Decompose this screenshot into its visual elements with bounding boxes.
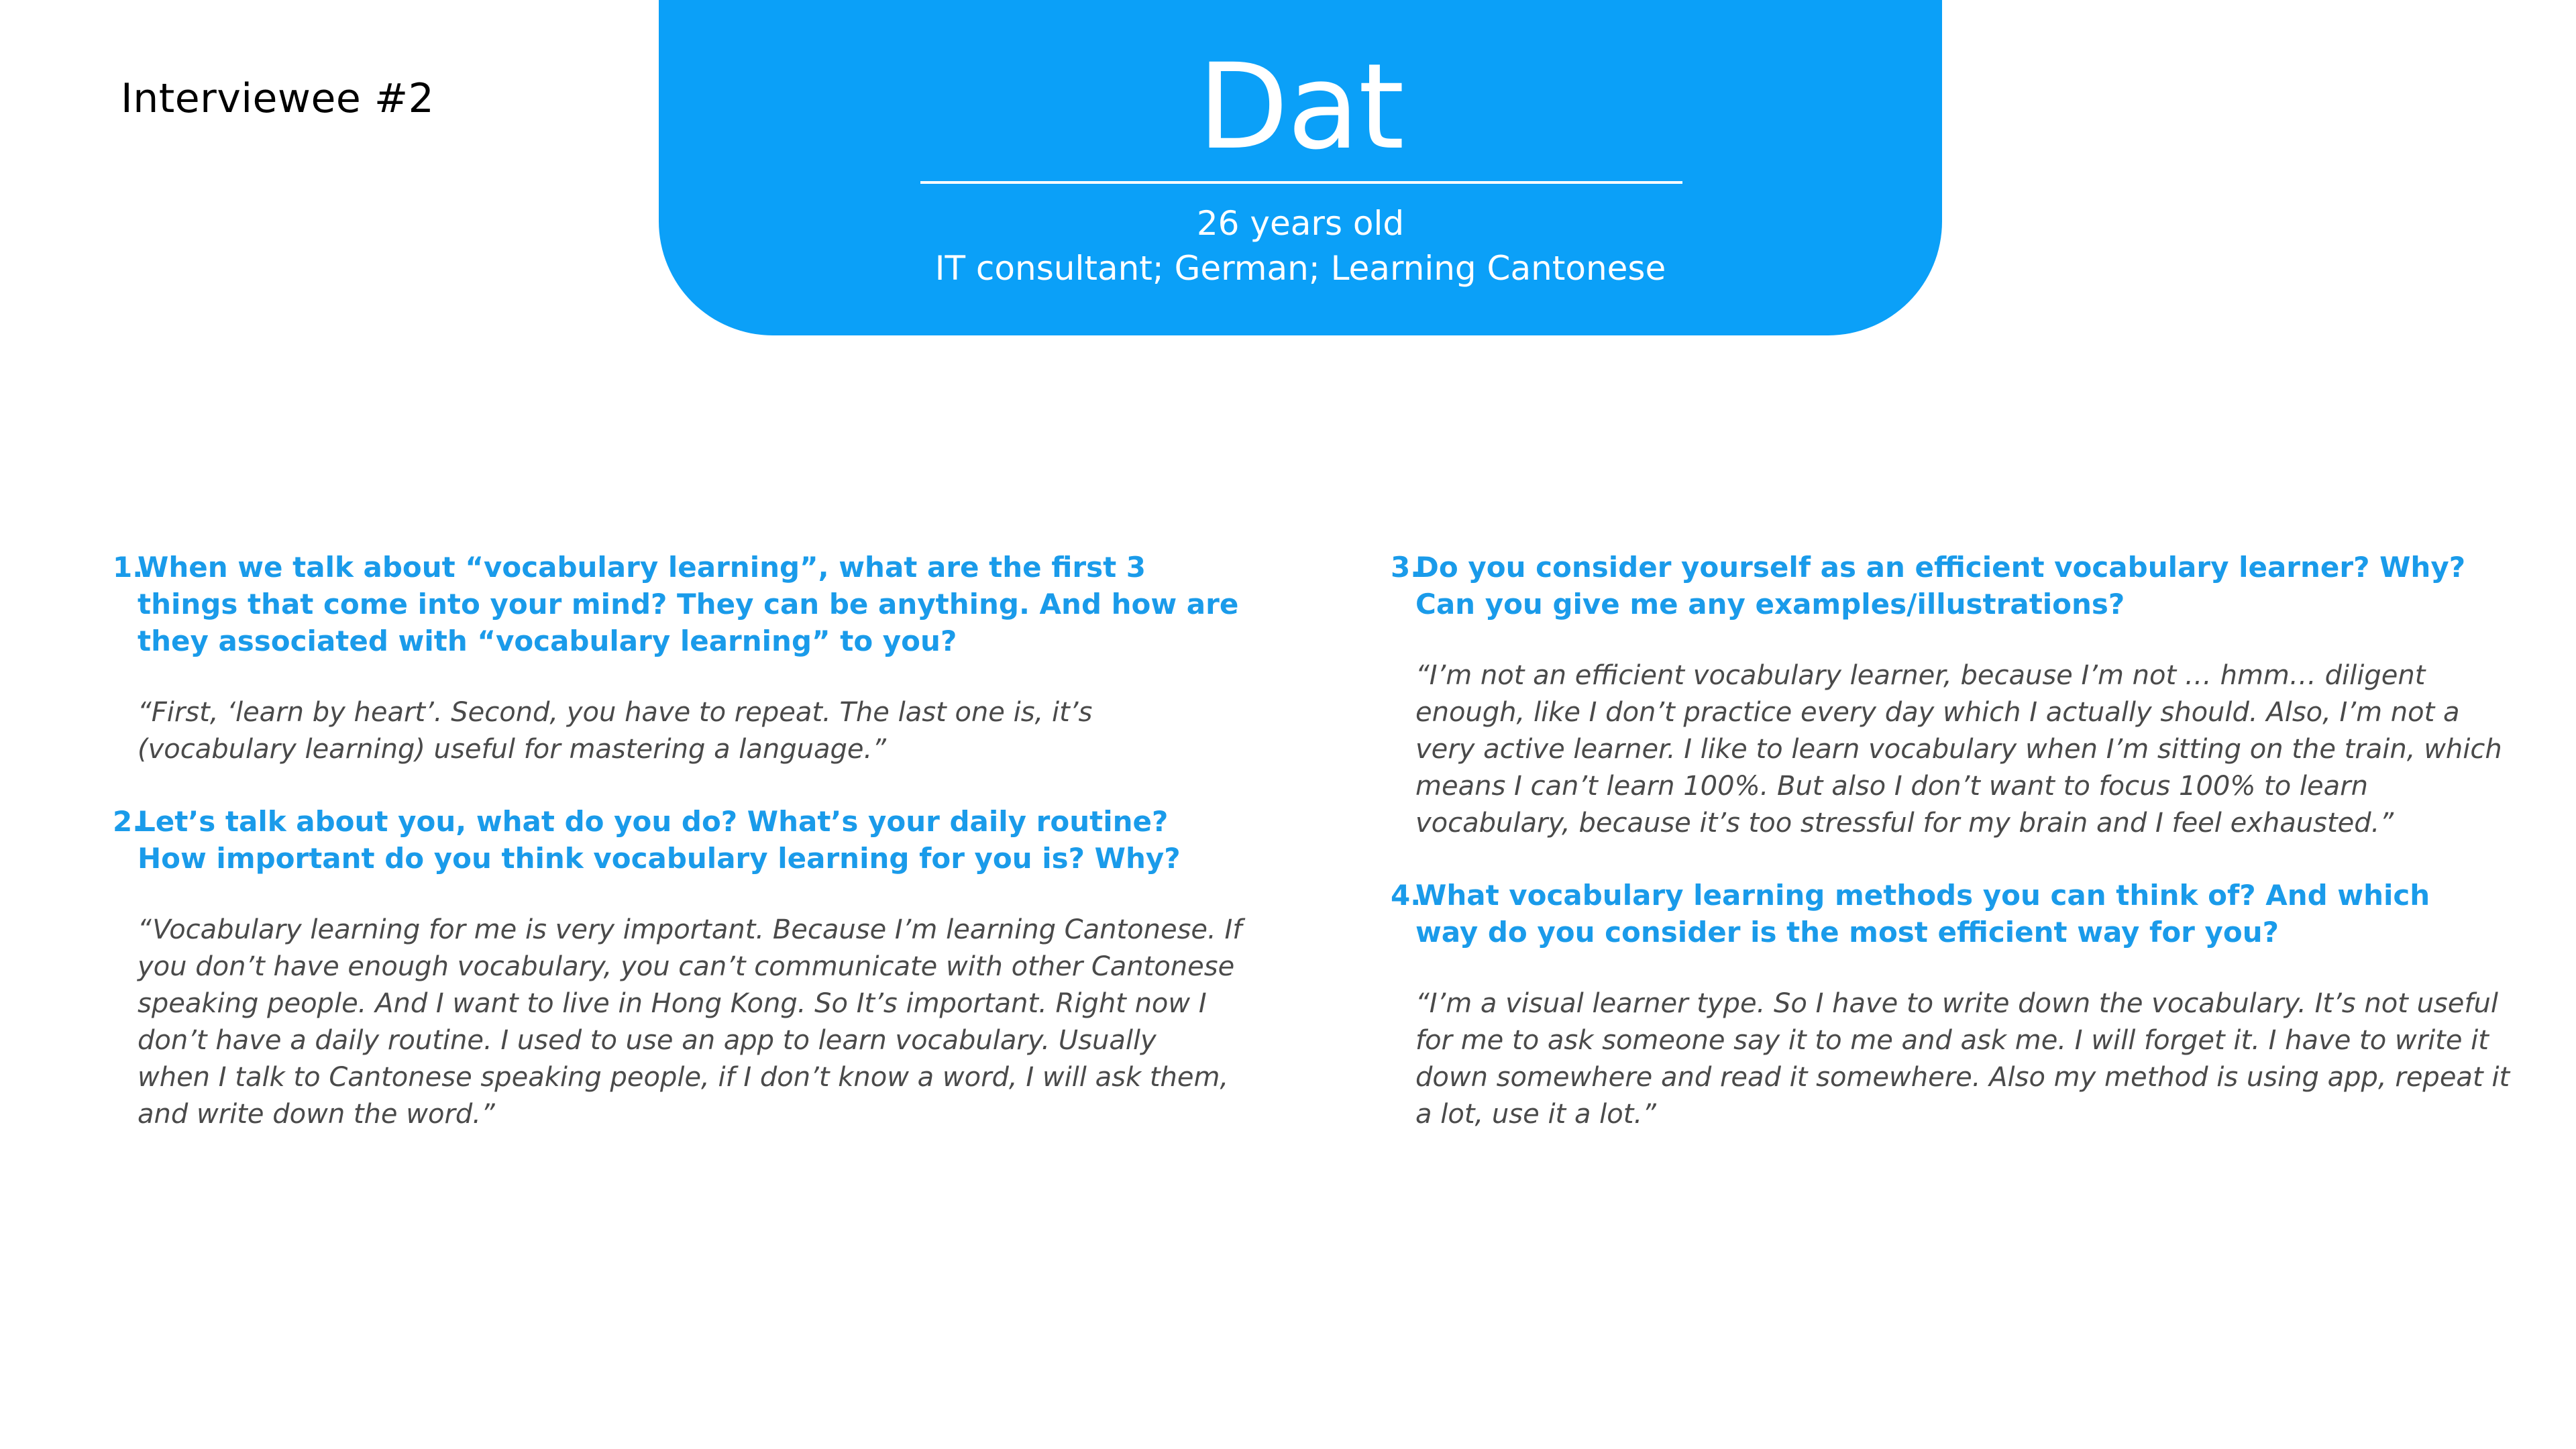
interviewee-label: Interviewee #2: [121, 75, 435, 122]
answer-line: “First, ‘learn by heart’. Second, you have to repeat. The last one is, it’s: [138, 697, 1093, 728]
question-line: Do you consider yourself as an efficient vocabulary learner? Why?: [1415, 551, 2466, 584]
question-line: How important do you think vocabulary learning for you is? Why?: [138, 842, 1181, 875]
answer-line: means I can’t learn 100%. But also I don’t want to focus 100% to learn: [1415, 771, 2368, 802]
answer-line: enough, like I don’t practice every day which I actually should. Also, I’m not a: [1415, 697, 2460, 728]
qa-column-right: [1391, 549, 2531, 1168]
profile-header-card: [659, 0, 1942, 335]
question-line: When we talk about “vocabulary learning”, what are the first 3: [138, 551, 1146, 584]
question-4: [1391, 877, 2462, 951]
question-2: [113, 803, 1184, 877]
qa-item-1: [113, 549, 1253, 768]
answer-line: very active learner. I like to learn vocabulary when I’m sitting on the train, which: [1415, 734, 2502, 765]
answer-line: “Vocabulary learning for me is very important. Because I’m learning Cantonese. If: [138, 914, 1242, 945]
question-line: way do you consider is the most efficient way for you?: [1415, 916, 2279, 949]
answer-line: you don’t have enough vocabulary, you can’t communicate with other Cantonese: [138, 951, 1235, 982]
qa-item-3: [1391, 549, 2531, 842]
answer-3: [1391, 657, 2502, 842]
answer-line: and write down the word.”: [138, 1099, 495, 1130]
header-divider: [920, 181, 1682, 184]
answer-1: [113, 694, 1184, 768]
answer-2: [113, 912, 1242, 1133]
answer-line: when I talk to Cantonese speaking people, if I don’t know a word, I will ask them,: [138, 1062, 1229, 1093]
interviewee-description: IT consultant; German; Learning Cantonese: [934, 249, 1666, 288]
question-number: 1.: [113, 551, 144, 584]
question-1: [113, 549, 1239, 659]
answer-line: “I’m a visual learner type. So I have to write down the vocabulary. It’s not useful: [1415, 988, 2498, 1019]
answer-line: vocabulary, because it’s too stressful for my brain and I feel exhausted.”: [1415, 808, 2394, 839]
question-line: things that come into your mind? They can be anything. And how are: [138, 588, 1239, 621]
question-line: they associated with “vocabulary learning” to you?: [138, 625, 957, 657]
answer-line: for me to ask someone say it to me and ask me. I will forget it. I have to write it: [1415, 1025, 2489, 1056]
answer-line: “I’m not an efficient vocabulary learner, because I’m not … hmm… diligent: [1415, 660, 2426, 691]
question-number: 4.: [1391, 879, 1421, 912]
question-number: 3.: [1391, 551, 1421, 584]
question-3: [1391, 549, 2466, 623]
qa-item-4: [1391, 877, 2531, 1133]
question-number: 2.: [113, 805, 144, 838]
answer-line: speaking people. And I want to live in Hong Kong. So It’s important. Right now I: [138, 988, 1207, 1019]
answer-line: down somewhere and read it somewhere. Also my method is using app, repeat it: [1415, 1062, 2510, 1093]
question-line: Let’s talk about you, what do you do? What’s your daily routine?: [138, 805, 1169, 838]
interviewee-age: 26 years old: [1196, 204, 1405, 243]
question-line: What vocabulary learning methods you can think of? And which: [1415, 879, 2430, 912]
question-line: Can you give me any examples/illustrations?: [1415, 588, 2125, 621]
answer-line: a lot, use it a lot.”: [1415, 1099, 1656, 1130]
answer-4: [1391, 985, 2510, 1133]
qa-item-2: [113, 803, 1253, 1133]
answer-line: don’t have a daily routine. I used to use an app to learn vocabulary. Usually: [138, 1025, 1157, 1056]
qa-column-left: [113, 549, 1253, 1168]
answer-line: (vocabulary learning) useful for mastering a language.”: [138, 734, 886, 765]
interviewee-name: Dat: [1197, 38, 1403, 176]
